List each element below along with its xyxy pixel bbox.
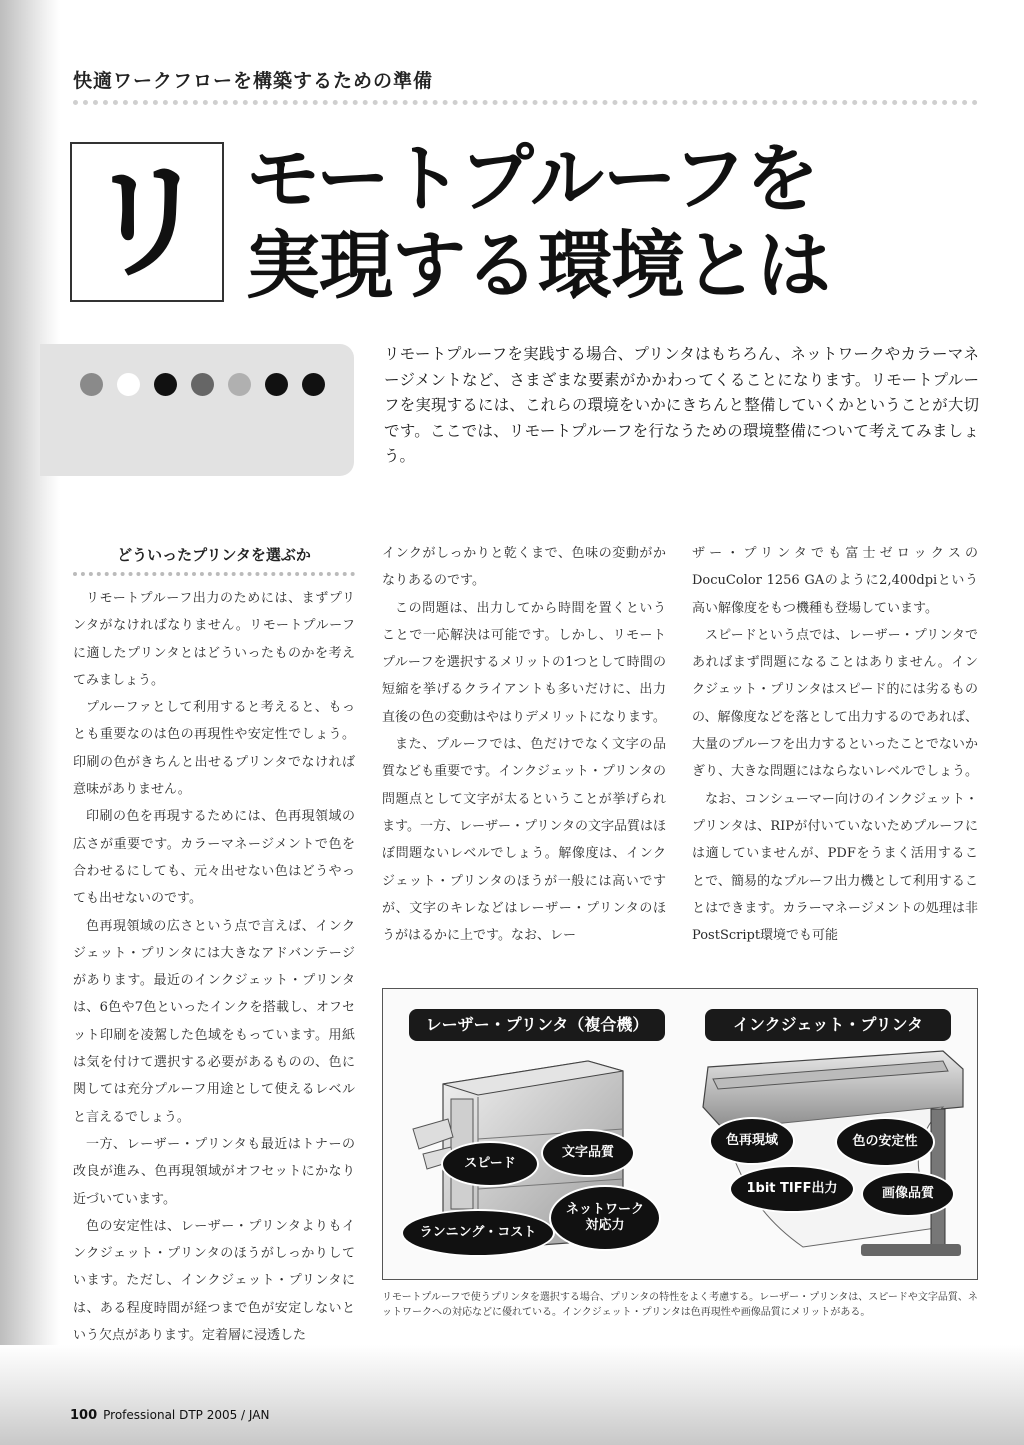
section-heading-rule: [73, 572, 355, 576]
bottom-shadow: [0, 1345, 1024, 1445]
dot: [80, 373, 103, 396]
headline: [246, 136, 830, 310]
feature-running-cost: ランニング・コスト: [401, 1209, 555, 1257]
paragraph: 色の安定性は、レーザー・プリンタよりもインクジェット・プリンタのほうがしっかりしています。ただし、インクジェット・プリンタには、ある程度時間が経つまで色が安定しないという欠点があります。定着層に浸透した: [73, 1218, 355, 1344]
feature-color-stability: 色の安定性: [835, 1117, 935, 1167]
feature-image-quality: 画像品質: [861, 1171, 955, 1217]
headline-line2: 実現する環境とは: [246, 223, 830, 309]
paragraph: 色再現領域の広さという点で言えば、インクジェット・プリンタには大きなアドバンテージがあります。最近のインクジェット・プリンタは、6色や7色といったインクを搭載し、オフセット印刷を凌駕した色域をもっています。用紙は気を付けて選択する必要があるものの、色に関しては充分プルーフ用途として使えるレベルと言えるでしょう。: [73, 918, 355, 1125]
decorative-dots: [80, 370, 339, 396]
paragraph: なお、コンシューマー向けのインクジェット・プリンタは、RIPが付いていないためプルーフには適していませんが、PDFをうまく活用することで、簡易的なプルーフ出力機として利用することはできます。カラーマネージメントの処理は非PostScript環境でも可能: [692, 791, 978, 944]
feature-speed: スピード: [441, 1141, 539, 1187]
dot: [117, 373, 140, 396]
dotted-rule: [73, 100, 978, 105]
paragraph: 印刷の色を再現するためには、色再現領域の広さが重要です。カラーマネージメントで色を合わせるにしても、元々出せない色はどうやっても出せないのです。: [73, 809, 355, 907]
dot: [228, 373, 251, 396]
paragraph: インクがしっかりと乾くまで、色味の変動がかなりあるのです。: [382, 546, 666, 589]
dot: [302, 373, 325, 396]
body-column-1: [73, 540, 355, 1349]
section-heading: どういったプリンタを選ぶか: [117, 546, 311, 564]
feature-1bit-tiff: 1bit TIFF出力: [729, 1165, 855, 1213]
paragraph: また、プルーフでは、色だけでなく文字の品質なども重要です。インクジェット・プリンタの問題点として文字が太るということが挙げられます。一方、レーザー・プリンタの文字品質はほぼ問題ないレベルでしょう。解像度は、インクジェット・プリンタのほうが一般には高いですが、文字のキレなどはレーザー・プリンタのほうがはるかに上です。なお、レー: [382, 737, 666, 944]
paragraph: スピードという点では、レーザー・プリンタであればまず問題になることはありません。インクジェット・プリンタはスピード的には劣るものの、解像度などを落として出力するのであれば、大量のプルーフを出力するといったことでないかぎり、大きな問題にはならないレベルでしょう。: [692, 627, 979, 780]
paragraph: ザー・プリンタでも富士ゼロックスのDocuColor 1256 GAのように2,400dpiという高い解像度をもつ機種も登場しています。: [692, 546, 978, 616]
feature-color-reproduction: 色再現域: [709, 1117, 795, 1165]
lead-paragraph: リモートプルーフを実践する場合、プリンタはもちろん、ネットワークやカラーマネージメントなど、さまざまな要素がかかわってくることになります。リモートプルーフを実現するには、これらの環境をいかにきちんと整備していくかということが大切です。ここでは、リモートプルーフを行なうための環境整備について考えてみましょう。: [384, 345, 979, 465]
magazine-issue: Professional DTP 2005 / JAN: [103, 1408, 270, 1422]
title-initial: リ: [82, 147, 211, 297]
page-binding-shadow: [0, 0, 60, 1445]
inkjet-printer-label: インクジェット・プリンタ: [705, 1009, 951, 1041]
paragraph: 一方、レーザー・プリンタも最近はトナーの改良が進み、色再現領域がオフセットにかなり近づいています。: [73, 1136, 355, 1207]
feature-text-quality: 文字品質: [541, 1129, 635, 1177]
dot: [191, 373, 214, 396]
dot: [154, 373, 177, 396]
paragraph: プルーファとして利用すると考えると、もっとも重要なのは色の再現性や安定性でしょう。印刷の色がきちんと出せるプリンタでなければ意味がありません。: [73, 700, 355, 798]
feature-network: ネットワーク 対応力: [549, 1185, 661, 1251]
paragraph: リモートプルーフ出力のためには、まずプリンタがなければなりません。リモートプルーフに適したプリンタとはどういったものかを考えてみましょう。: [73, 591, 355, 688]
dot: [265, 373, 288, 396]
lead-panel: [40, 344, 354, 476]
page-number: 100: [70, 1408, 98, 1423]
figure-caption: リモートプルーフで使うプリンタを選択する場合、プリンタの特性をよく考慮する。レーザー・プリンタは、スピードや文字品質、ネットワークへの対応などに優れている。インクジェット・プリンタは色再現性や画像品質にメリットがある。: [382, 1292, 978, 1318]
paragraph: この問題は、出力してから時間を置くということで一応解決は可能です。しかし、リモートプルーフを選択するメリットの1つとして時間の短縮を挙げるクライアントも多いだけに、出力直後の色の変動はやはりデメリットになります。: [382, 600, 666, 725]
laser-printer-label: レーザー・プリンタ（複合機）: [409, 1009, 665, 1041]
body-column-2: [382, 540, 666, 949]
printer-comparison-figure: [382, 988, 978, 1280]
body-column-3: [692, 540, 978, 949]
page-footer: [70, 1408, 269, 1423]
headline-line1: モートプルーフを: [246, 136, 819, 222]
title-initial-box: [70, 142, 224, 302]
kicker: 快適ワークフローを構築するための準備: [73, 70, 434, 92]
